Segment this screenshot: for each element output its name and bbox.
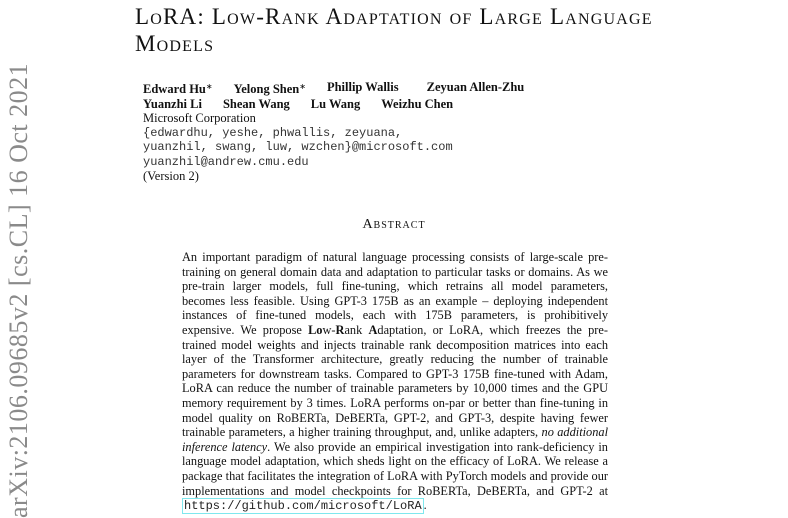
author: Shean Wang [222,96,290,111]
version-label: (Version 2) [143,169,199,183]
paper-title: LoRA: Low-Rank Adaptation of Large Language Models [135,4,653,56]
abstract-heading: Abstract [362,217,426,232]
email-line: {edwardhu, yeshe, phwallis, zeyuana, [143,125,403,140]
arxiv-stamp: arXiv:2106.09685v2 [cs.CL] 16 Oct 2021 [4,62,33,518]
abstract-body: An important paradigm of natural language processing consists of large-scale pre-training on general domain data and adaptation to particular tasks or domains. As we pre-train larger models, full fine-tuning, which retrains all model parameters, becomes less feasible. Using GPT-3 175B as an example – deploying independent instances of fine-tuned models, each with 175B parameters, is prohibitively expensive. We propose Low-Rank Adaptation, or LoRA, which freezes the pre-trained model weights and injects trainable rank decomposition matrices into each layer of the Transformer architecture, greatly reducing the number of trainable parameters for downstream tasks. Compared to GPT-3 175B fine-tuned with Adam, LoRA can reduce the number of trainable parameters by 10,000 times and the GPU memory requirement by 3 times. LoRA performs on-par or better than fine-tuning in model quality on RoBERTa, DeBERTa, GPT-2, and GPT-3, despite having fewer trainable parameters, a higher training throughput, and, unlike adapters, no additional inference latency. We also provide an empirical investigation into rank-deficiency in language model adaptation, which sheds light on the efficacy of LoRA. We release a package that facilitates the integration of LoRA with PyTorch models and provide our implementations and model checkpoints for RoBERTa, DeBERTa, and GPT-2 at https://github.com/microsoft/LoRA . [182,250,608,514]
github-link[interactable]: https://github.com/microsoft/LoRA [184,499,422,514]
affiliation: Microsoft Corporation [143,111,256,125]
email-line: yuanzhil, swang, luw, wzchen}@microsoft.com [143,140,453,154]
email-line: yuanzhil@andrew.cmu.edu [143,154,309,169]
author: Phillip Wallis [326,80,399,94]
author: Lu Wang [310,96,361,111]
author-row-2 [143,97,545,112]
author: Zeyuan Allen-Zhu [426,80,525,94]
author: Yelong Shen∗ [233,82,306,96]
author: Yuanzhi Li [143,96,202,111]
author: Weizhu Chen [381,96,454,111]
author-row-1 [143,80,545,97]
author-block [143,80,545,184]
author: Edward Hu∗ [143,82,213,96]
